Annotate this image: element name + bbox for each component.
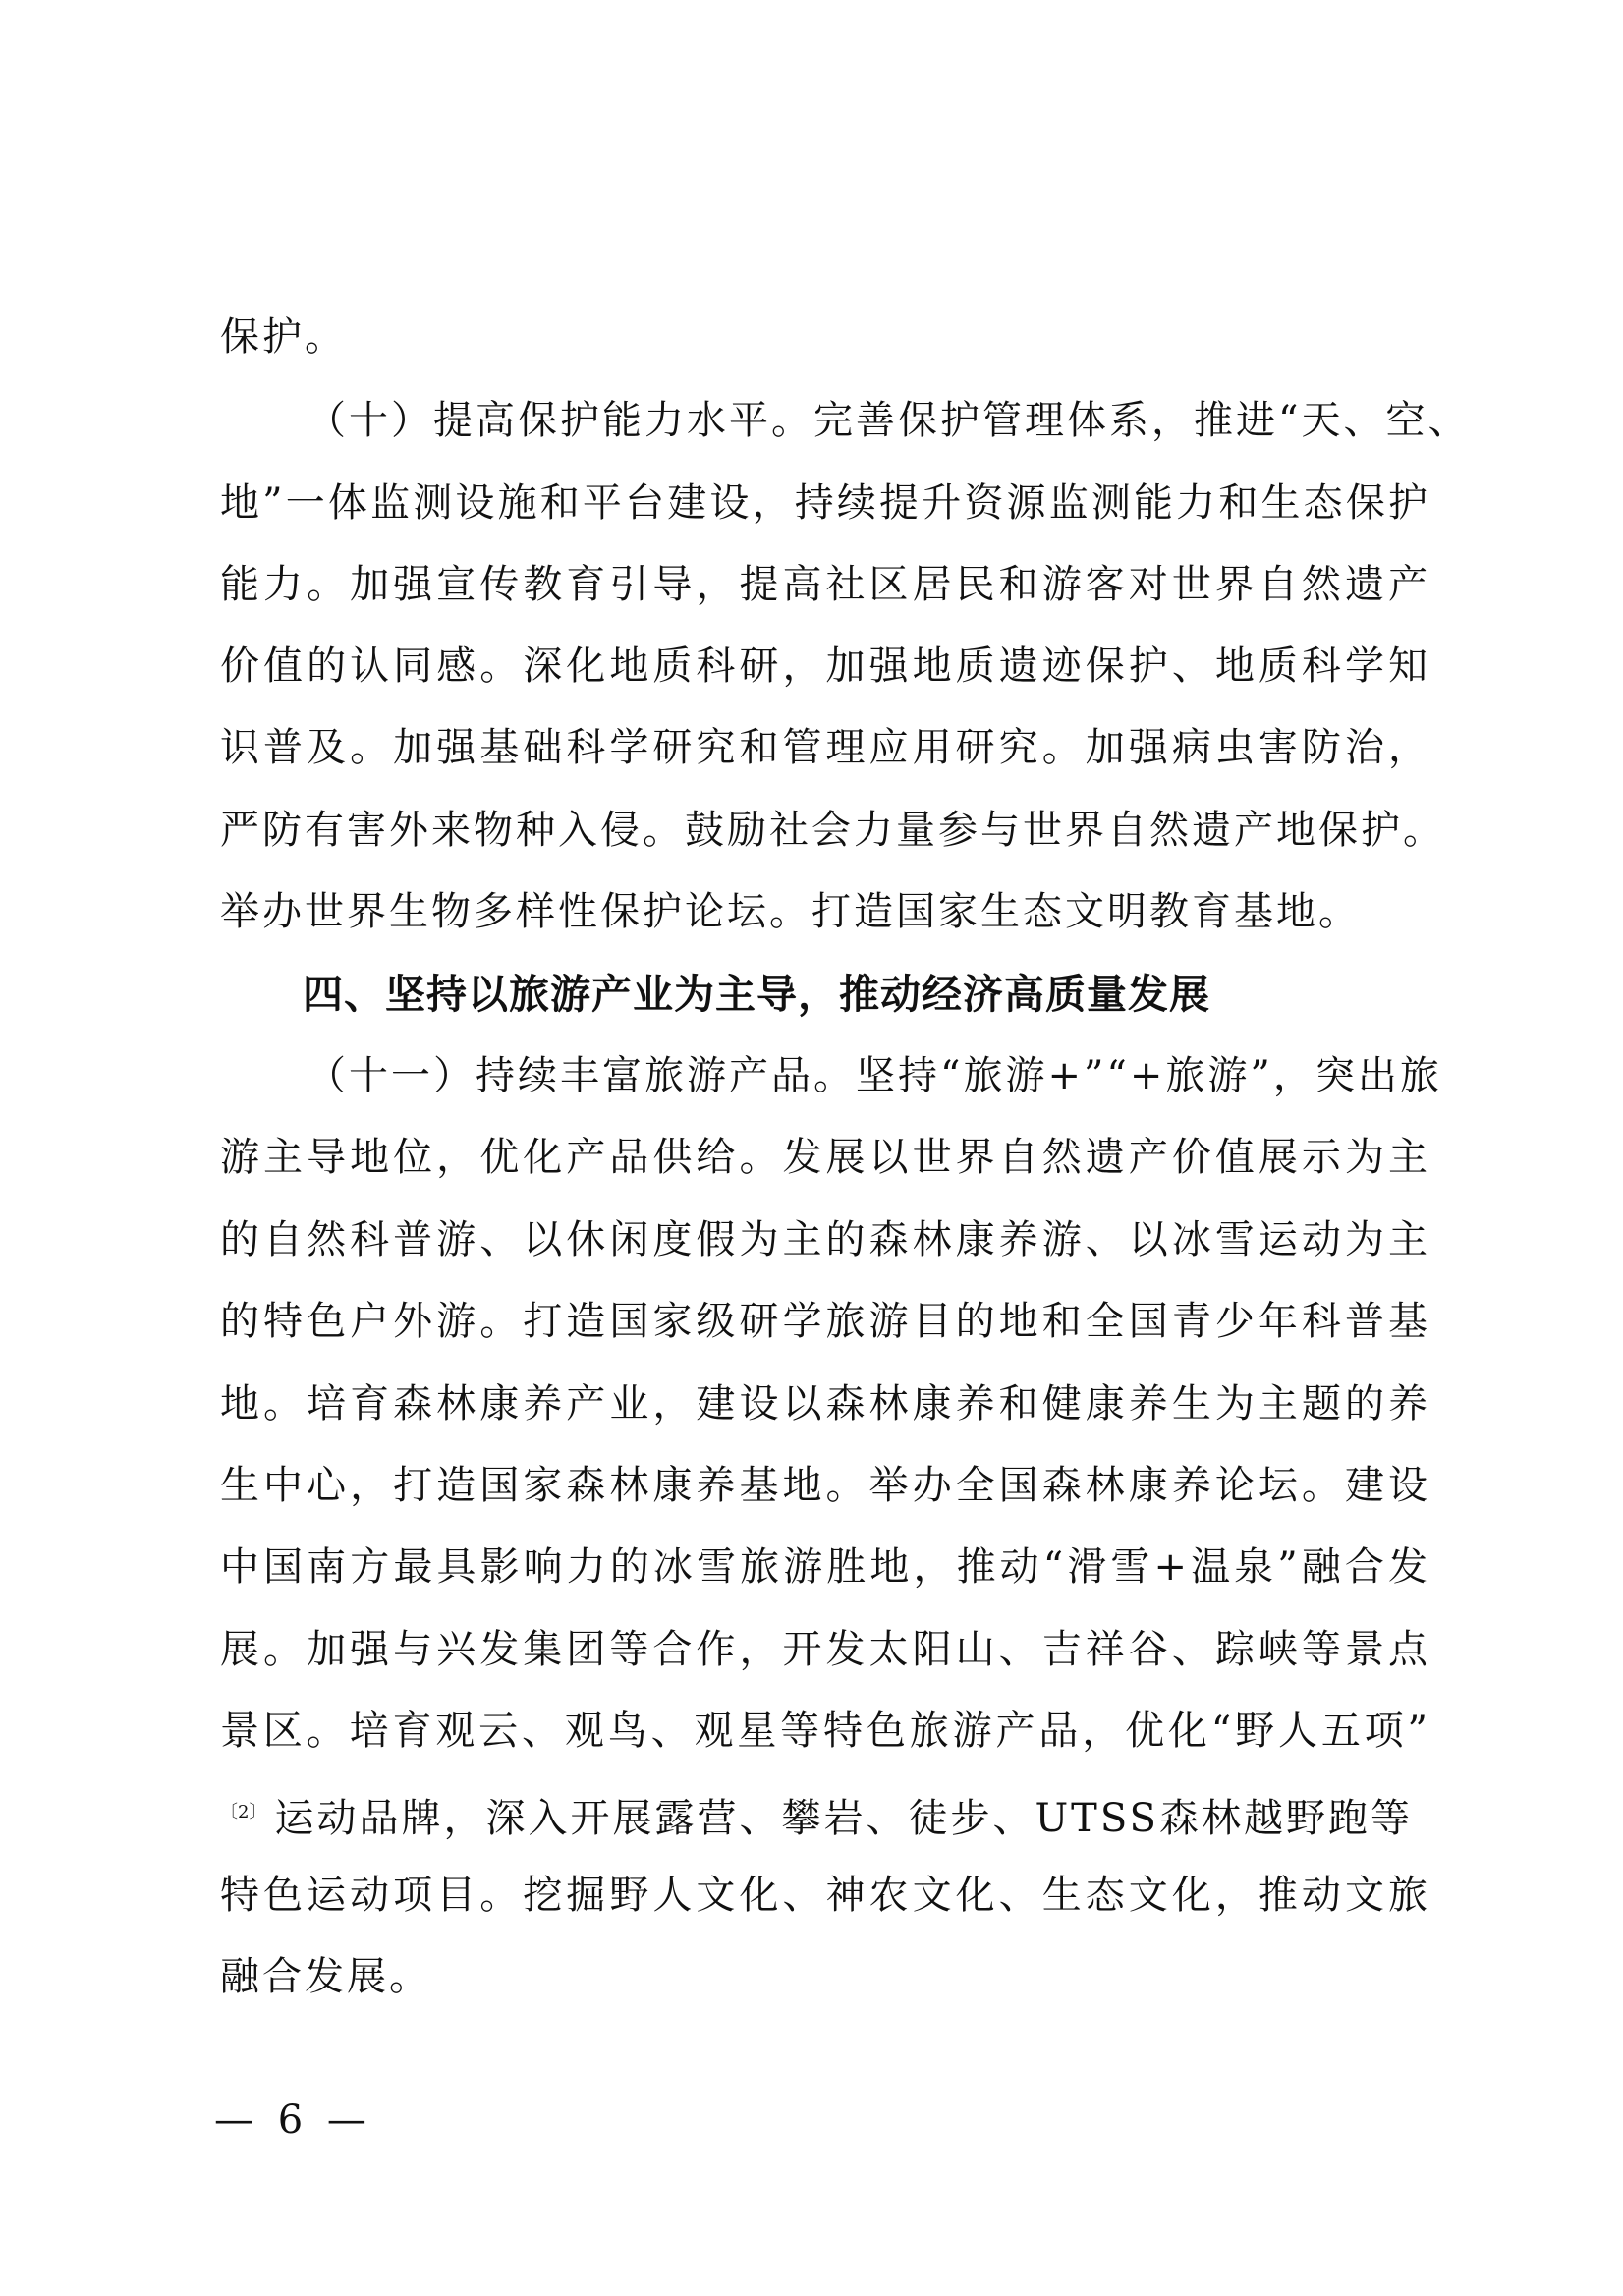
section-line-11: 特色运动项目。挖掘野人文化、神农文化、生态文化，推动文旅	[220, 1873, 1430, 1918]
section-line-1: （十一）持续丰富旅游产品。坚持“旅游+”“+旅游”，突出旅	[307, 1053, 1442, 1098]
section-heading: 四、坚持以旅游产业为主导，推动经济高质量发展	[303, 971, 1210, 1018]
section-line-12: 融合发展。	[220, 1954, 431, 1999]
section-line-5: 地。培育森林康养产业，建设以森林康养和健康养生为主题的养	[220, 1381, 1430, 1427]
section-line-10	[220, 1785, 1430, 1846]
section-line-4: 的特色户外游。打造国家级研学旅游目的地和全国青少年科普基	[220, 1299, 1430, 1344]
body-line-1: 保护。	[220, 314, 347, 360]
page-number: — 6 —	[214, 2098, 372, 2143]
body-line-7: 严防有害外来物种入侵。鼓励社会力量参与世界自然遗产地保护。	[220, 808, 1445, 853]
body-line-5: 价值的认同感。深化地质科研，加强地质遗迹保护、地质科学知	[220, 644, 1430, 689]
body-line-3: 地”一体监测设施和平台建设，持续提升资源监测能力和生态保护	[220, 480, 1430, 526]
section-line-7: 中国南方最具影响力的冰雪旅游胜地，推动“滑雪+温泉”融合发	[220, 1544, 1430, 1590]
section-line-10-text: 运动品牌，深入开展露营、攀岩、徒步、UTSS森林越野跑等	[274, 1796, 1413, 1841]
body-line-2: （十）提高保护能力水平。完善保护管理体系，推进“天、空、	[307, 398, 1471, 443]
section-line-2: 游主导地位，优化产品供给。发展以世界自然遗产价值展示为主	[220, 1135, 1430, 1180]
section-line-9: 景区。培育观云、观鸟、观星等特色旅游产品，优化“野人五项”	[220, 1708, 1430, 1754]
body-line-6: 识普及。加强基础科学研究和管理应用研究。加强病虫害防治，	[220, 725, 1430, 770]
body-line-8: 举办世界生物多样性保护论坛。打造国家生态文明教育基地。	[220, 889, 1361, 934]
section-line-3: 的自然科普游、以休闲度假为主的森林康养游、以冰雪运动为主	[220, 1217, 1430, 1262]
section-line-6: 生中心，打造国家森林康养基地。举办全国森林康养论坛。建设	[220, 1463, 1430, 1508]
footnote-reference: 〔2〕	[220, 1802, 267, 1822]
body-line-4: 能力。加强宣传教育引导，提高社区居民和游客对世界自然遗产	[220, 562, 1430, 607]
section-line-8: 展。加强与兴发集团等合作，开发太阳山、吉祥谷、踪峡等景点	[220, 1627, 1430, 1672]
